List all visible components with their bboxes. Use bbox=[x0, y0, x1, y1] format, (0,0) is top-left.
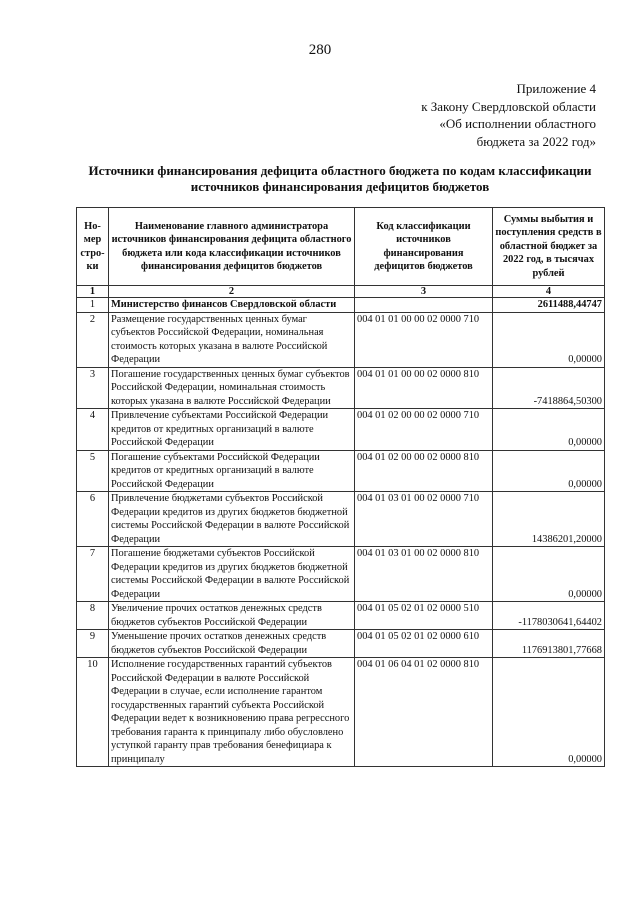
row-number: 9 bbox=[77, 630, 109, 658]
table-row bbox=[77, 492, 605, 547]
row-amount: 0,00000 bbox=[493, 409, 605, 451]
header-row bbox=[77, 208, 605, 286]
row-amount: 1176913801,77668 bbox=[493, 630, 605, 658]
row-code bbox=[355, 298, 493, 313]
row-code: 004 01 03 01 00 02 0000 710 bbox=[355, 492, 493, 547]
row-amount: 14386201,20000 bbox=[493, 492, 605, 547]
row-code: 004 01 06 04 01 02 0000 810 bbox=[355, 658, 493, 767]
table-row bbox=[77, 630, 605, 658]
table-row bbox=[77, 602, 605, 630]
row-amount: 2611488,44747 bbox=[493, 298, 605, 313]
row-amount: 0,00000 bbox=[493, 450, 605, 492]
row-amount: 0,00000 bbox=[493, 547, 605, 602]
appendix-line: бюджета за 2022 год» bbox=[476, 133, 596, 149]
table-row bbox=[77, 367, 605, 409]
row-name: Исполнение государственных гарантий субъектов Российской Федерации в валюте Российской Федерации в случае, если исполнение гарантом государственных гарантий субъекта Российской Федерации ведет к возникновению права регрессного требования гаранта к принципалу либо обусловлено уступкой гаранту прав требования бенефициара к принципалу bbox=[109, 658, 355, 767]
row-name: Привлечение бюджетами субъектов Российской Федерации кредитов из других бюджетов бюджетной системы Российской Федерации в валюте Российской Федерации bbox=[109, 492, 355, 547]
row-name: Увеличение прочих остатков денежных средств бюджетов субъектов Российской Федерации bbox=[109, 602, 355, 630]
row-name: Размещение государственных ценных бумаг субъектов Российской Федерации, номинальная стоимость которых указана в валюте Российской Федерации bbox=[109, 312, 355, 367]
row-amount: -1178030641,64402 bbox=[493, 602, 605, 630]
table-row bbox=[77, 658, 605, 767]
header-row-number: Но-мер стро-ки bbox=[77, 208, 109, 286]
row-code: 004 01 03 01 00 02 0000 810 bbox=[355, 547, 493, 602]
row-number: 7 bbox=[77, 547, 109, 602]
row-number: 8 bbox=[77, 602, 109, 630]
header-name: Наименование главного администратора источников финансирования дефицита областного бюджета или кода классификации источников финансирования дефицитов бюджетов bbox=[109, 208, 355, 286]
row-code: 004 01 01 00 00 02 0000 710 bbox=[355, 312, 493, 367]
table-row bbox=[77, 547, 605, 602]
row-code: 004 01 05 02 01 02 0000 610 bbox=[355, 630, 493, 658]
row-code: 004 01 02 00 00 02 0000 710 bbox=[355, 409, 493, 451]
row-code: 004 01 02 00 00 02 0000 810 bbox=[355, 450, 493, 492]
appendix-line: «Об исполнении областного bbox=[439, 116, 596, 131]
row-amount: -7418864,50300 bbox=[493, 367, 605, 409]
column-number: 1 bbox=[77, 286, 109, 298]
row-number: 10 bbox=[77, 658, 109, 767]
row-name: Привлечение субъектами Российской Федерации кредитов от кредитных организаций в валюте Российской Федерации bbox=[109, 409, 355, 451]
row-number: 2 bbox=[77, 312, 109, 367]
row-name: Министерство финансов Свердловской области bbox=[109, 298, 355, 313]
title-line: Источники финансирования дефицита областного бюджета по кодам классификации bbox=[88, 163, 592, 178]
appendix-note bbox=[421, 80, 596, 150]
column-number: 3 bbox=[355, 286, 493, 298]
column-number: 4 bbox=[493, 286, 605, 298]
page-number: 280 bbox=[308, 42, 332, 58]
appendix-line: Приложение 4 bbox=[516, 81, 596, 96]
table-row bbox=[77, 409, 605, 451]
row-code: 004 01 05 02 01 02 0000 510 bbox=[355, 602, 493, 630]
row-name: Погашение субъектами Российской Федерации кредитов от кредитных организаций в валюте Российской Федерации bbox=[109, 450, 355, 492]
row-name: Уменьшение прочих остатков денежных средств бюджетов субъектов Российской Федерации bbox=[109, 630, 355, 658]
row-number: 4 bbox=[77, 409, 109, 451]
document-title bbox=[60, 163, 620, 195]
row-amount: 0,00000 bbox=[493, 312, 605, 367]
table-row bbox=[77, 298, 605, 313]
header-code: Код классификации источников финансирования дефицитов бюджетов bbox=[355, 208, 493, 286]
row-number: 1 bbox=[77, 298, 109, 313]
header-amount: Суммы выбытия и поступления средств в областной бюджет за 2022 год, в тысячах рублей bbox=[493, 208, 605, 286]
table-row bbox=[77, 450, 605, 492]
row-name: Погашение государственных ценных бумаг субъектов Российской Федерации, номинальная стоимость которых указана в валюте Российской Федерации bbox=[109, 367, 355, 409]
column-numbers-row bbox=[77, 286, 605, 298]
row-code: 004 01 01 00 00 02 0000 810 bbox=[355, 367, 493, 409]
appendix-line: к Закону Свердловской области bbox=[421, 98, 596, 114]
title-line: источников финансирования дефицитов бюджетов bbox=[190, 179, 490, 194]
row-name: Погашение бюджетами субъектов Российской Федерации кредитов из других бюджетов бюджетной системы Российской Федерации в валюте Российской Федерации bbox=[109, 547, 355, 602]
row-number: 5 bbox=[77, 450, 109, 492]
row-number: 6 bbox=[77, 492, 109, 547]
table-row bbox=[77, 312, 605, 367]
sources-table bbox=[76, 207, 605, 767]
row-number: 3 bbox=[77, 367, 109, 409]
column-number: 2 bbox=[109, 286, 355, 298]
row-amount: 0,00000 bbox=[493, 658, 605, 767]
